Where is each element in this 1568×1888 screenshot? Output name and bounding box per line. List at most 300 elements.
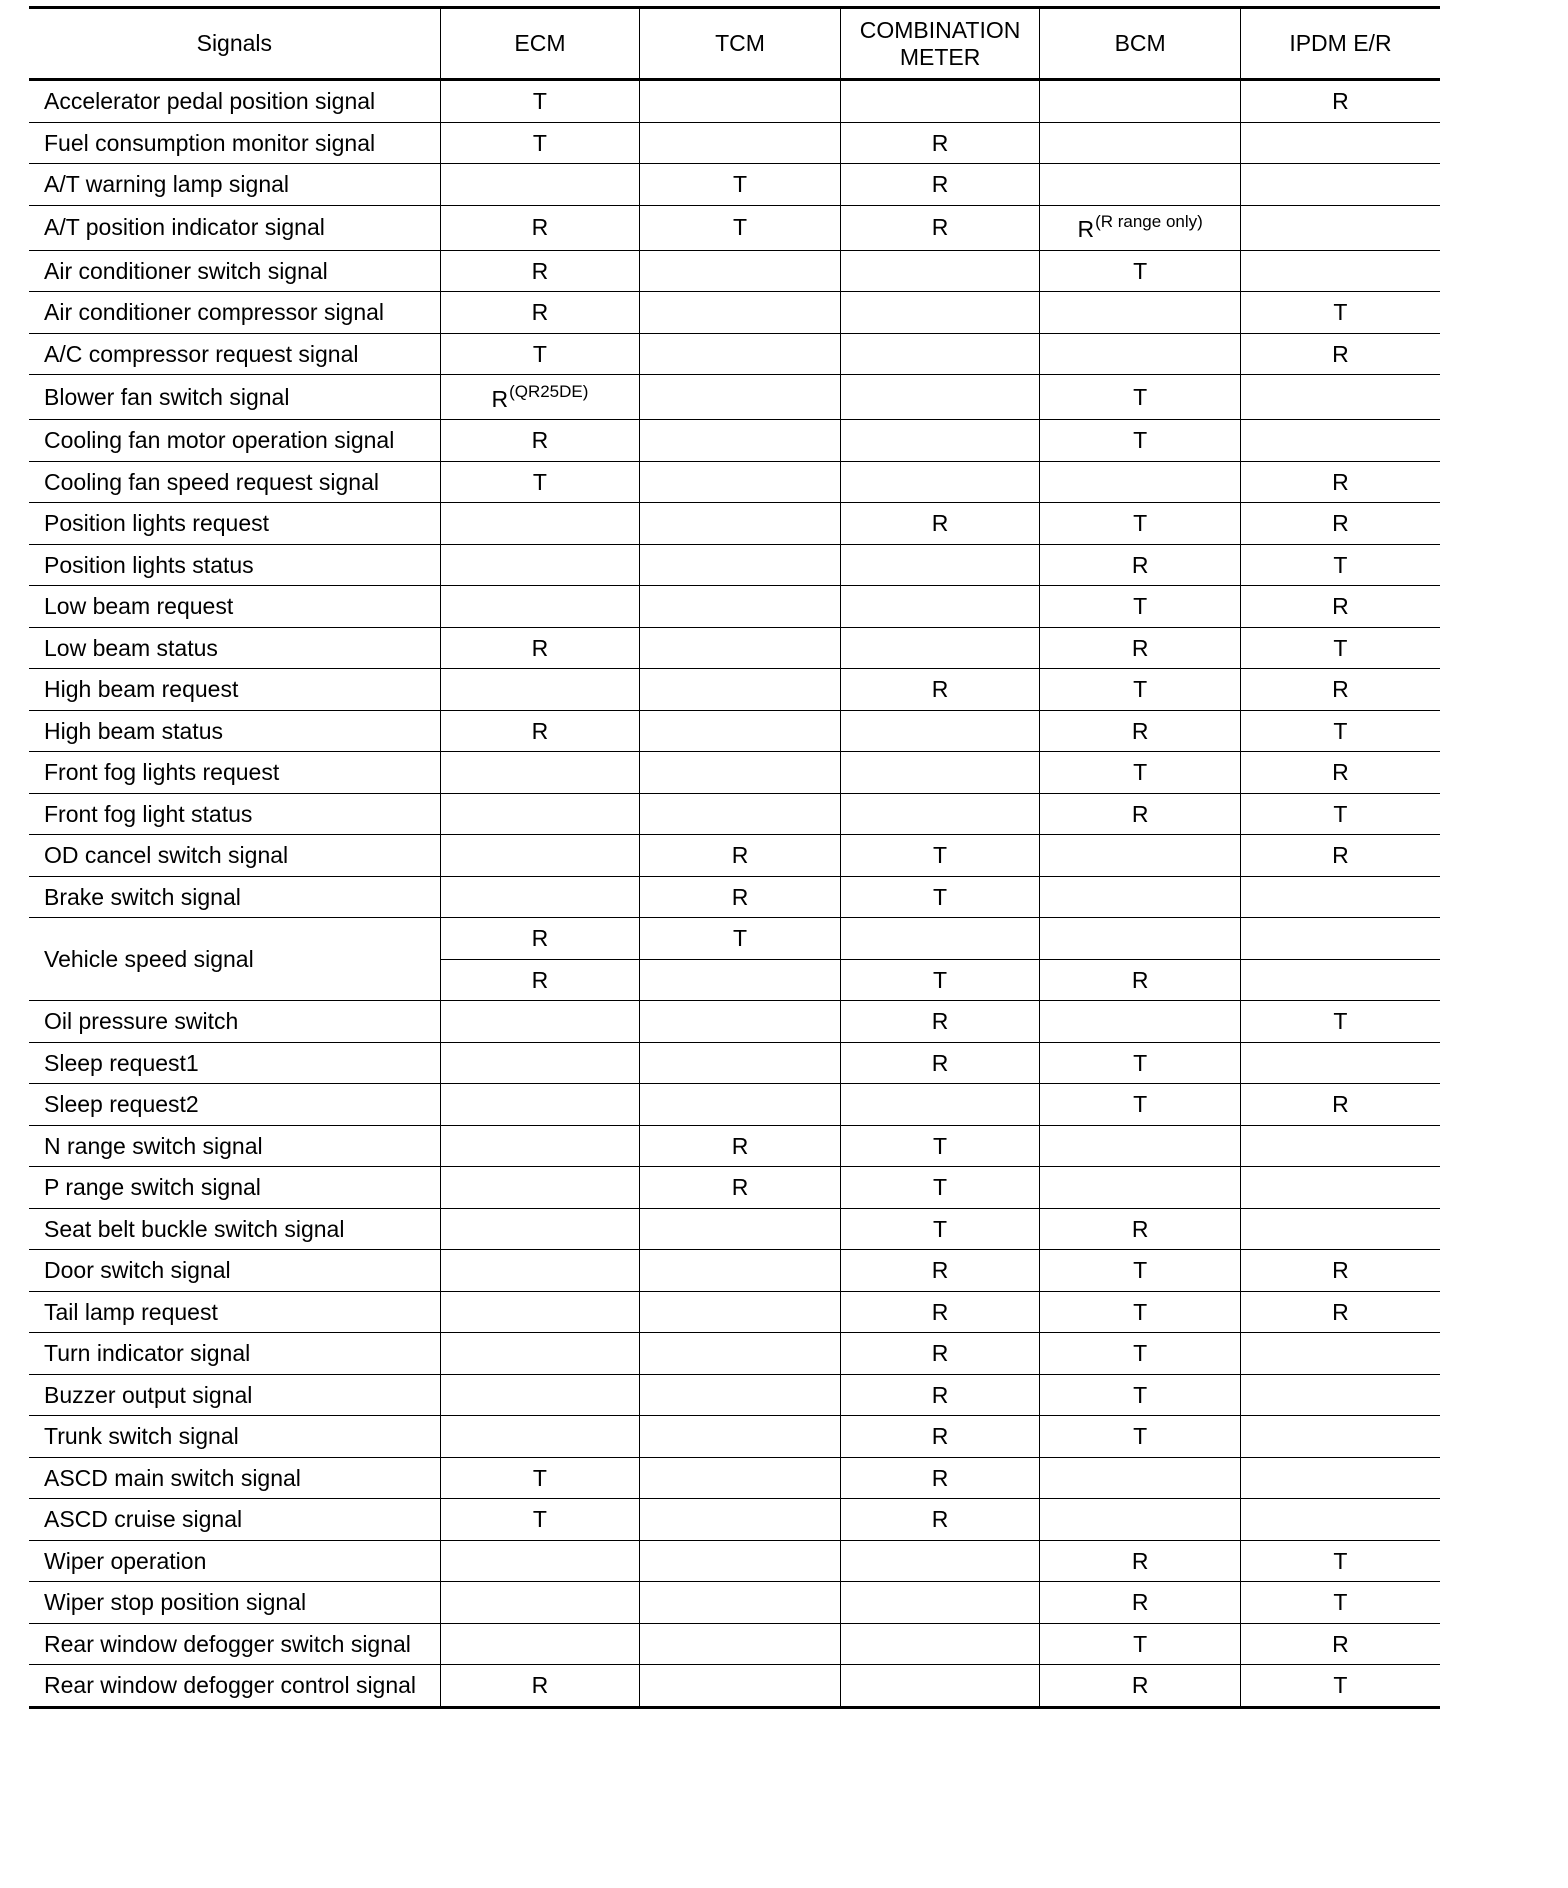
role-cell <box>1040 205 1241 250</box>
table-row <box>29 292 1440 334</box>
role-value: T <box>933 1174 948 1201</box>
role-cell <box>440 1291 640 1333</box>
role-value: R <box>531 634 549 661</box>
role-cell <box>1240 205 1440 250</box>
role-cell <box>440 627 640 669</box>
role-value: T <box>732 925 748 952</box>
role-cell <box>640 1333 841 1375</box>
role-cell <box>840 1001 1040 1043</box>
role-cell <box>640 1208 841 1250</box>
role-value: R <box>531 214 549 241</box>
role-value: R <box>1332 1630 1349 1657</box>
signal-name-cell: Position lights status <box>29 544 440 586</box>
role-cell <box>1240 710 1440 752</box>
role-value: R <box>1332 468 1349 495</box>
role-cell <box>1240 752 1440 794</box>
role-value: R <box>1332 88 1349 115</box>
role-cell <box>640 292 841 334</box>
role-value: R <box>531 1672 549 1699</box>
role-value: T <box>532 129 547 156</box>
table-row <box>29 80 1440 123</box>
role-cell <box>440 461 640 503</box>
role-cell <box>840 1374 1040 1416</box>
role-cell <box>840 1457 1040 1499</box>
table-row <box>29 627 1440 669</box>
role-cell <box>1040 333 1241 375</box>
table-row <box>29 1125 1440 1167</box>
role-cell <box>1040 250 1241 292</box>
role-cell <box>440 959 640 1001</box>
role-value: R <box>1131 551 1149 578</box>
signal-name-cell: ASCD cruise signal <box>29 1499 440 1541</box>
role-cell <box>440 1374 640 1416</box>
table-row <box>29 1499 1440 1541</box>
table-row <box>29 1540 1440 1582</box>
role-cell <box>1240 793 1440 835</box>
role-value: R <box>531 299 549 326</box>
table-row <box>29 1665 1440 1708</box>
role-cell <box>1040 1167 1241 1209</box>
role-cell <box>840 752 1040 794</box>
role-value: T <box>1333 800 1348 827</box>
role-cell <box>440 1540 640 1582</box>
role-cell <box>1240 544 1440 586</box>
role-value: R <box>931 129 949 156</box>
role-cell <box>840 292 1040 334</box>
role-value: R <box>1332 1298 1349 1325</box>
role-cell <box>640 669 841 711</box>
role-cell <box>1240 669 1440 711</box>
role-cell <box>840 420 1040 462</box>
role-value: T <box>1133 1049 1148 1076</box>
role-value: T <box>1133 1298 1148 1325</box>
role-cell <box>1240 586 1440 628</box>
role-cell <box>440 1042 640 1084</box>
role-value: T <box>532 1506 547 1533</box>
role-value: R <box>1131 1589 1149 1616</box>
can-signal-table <box>29 6 1440 1709</box>
signal-name-cell: Sleep request2 <box>29 1084 440 1126</box>
role-value: R <box>931 1381 949 1408</box>
table-row <box>29 544 1440 586</box>
role-value: R <box>1131 1672 1149 1699</box>
table-row <box>29 752 1440 794</box>
role-cell <box>440 586 640 628</box>
table-row <box>29 503 1440 545</box>
role-value: R <box>1332 510 1349 537</box>
role-cell <box>640 1582 841 1624</box>
role-cell <box>1040 375 1241 420</box>
table-row <box>29 1001 1440 1043</box>
signal-name-cell: A/C compressor request signal <box>29 333 440 375</box>
role-value: R <box>1332 1091 1349 1118</box>
table-row <box>29 1416 1440 1458</box>
role-cell <box>440 1001 640 1043</box>
role-cell <box>440 918 640 960</box>
role-cell <box>1040 420 1241 462</box>
role-cell <box>640 333 841 375</box>
role-cell <box>640 1623 841 1665</box>
role-cell <box>1240 1374 1440 1416</box>
role-cell <box>1240 122 1440 164</box>
role-cell <box>1040 918 1241 960</box>
role-cell <box>840 1623 1040 1665</box>
table-row <box>29 1250 1440 1292</box>
role-cell <box>840 793 1040 835</box>
role-value: T <box>1333 1589 1348 1616</box>
role-cell <box>1040 544 1241 586</box>
role-cell <box>640 375 841 420</box>
role-cell <box>1240 1042 1440 1084</box>
header-combination-meter: COMBINATION METER <box>840 8 1040 80</box>
role-cell <box>440 1623 640 1665</box>
signal-name-cell: Buzzer output signal <box>29 1374 440 1416</box>
role-cell <box>440 333 640 375</box>
role-cell <box>640 420 841 462</box>
table-row <box>29 1042 1440 1084</box>
role-cell <box>1040 1665 1241 1708</box>
table-row <box>29 793 1440 835</box>
role-cell <box>840 876 1040 918</box>
signal-name-cell: P range switch signal <box>29 1167 440 1209</box>
role-cell <box>440 1167 640 1209</box>
role-cell <box>640 1457 841 1499</box>
role-value: R <box>531 925 549 952</box>
signal-name-cell: Tail lamp request <box>29 1291 440 1333</box>
role-cell <box>840 918 1040 960</box>
role-cell <box>640 1540 841 1582</box>
role-cell <box>1240 876 1440 918</box>
role-cell <box>640 1374 841 1416</box>
signal-name-cell: Oil pressure switch <box>29 1001 440 1043</box>
role-cell <box>840 627 1040 669</box>
role-cell <box>840 544 1040 586</box>
role-cell <box>640 1416 841 1458</box>
role-cell <box>640 1291 841 1333</box>
role-cell <box>1240 1084 1440 1126</box>
role-cell <box>840 959 1040 1001</box>
role-cell <box>440 420 640 462</box>
role-value: R <box>531 427 549 454</box>
role-cell <box>440 1250 640 1292</box>
role-cell <box>1040 80 1241 123</box>
role-cell <box>640 503 841 545</box>
role-cell <box>440 1582 640 1624</box>
role-value: R <box>1332 1257 1349 1284</box>
signal-name-cell: Low beam status <box>29 627 440 669</box>
role-cell <box>1040 164 1241 206</box>
role-cell <box>1040 586 1241 628</box>
role-note: (QR25DE) <box>509 381 589 401</box>
table-body <box>29 80 1440 1708</box>
signal-name-cell: Front fog light status <box>29 793 440 835</box>
role-cell <box>1240 1333 1440 1375</box>
role-value: R <box>1131 1547 1149 1574</box>
role-value: T <box>532 88 547 115</box>
role-value: T <box>1333 1008 1348 1035</box>
table-row <box>29 586 1440 628</box>
header-signals: Signals <box>29 8 440 80</box>
role-value: R <box>931 1257 949 1284</box>
header-bcm: BCM <box>1040 8 1241 80</box>
role-cell <box>640 1042 841 1084</box>
role-value: R <box>931 171 949 198</box>
role-cell <box>840 586 1040 628</box>
role-value: R <box>931 1423 949 1450</box>
role-value: R <box>1131 1215 1149 1242</box>
signal-name-cell: Air conditioner switch signal <box>29 250 440 292</box>
role-cell <box>840 1665 1040 1708</box>
role-cell <box>840 333 1040 375</box>
role-value: R <box>1131 966 1149 993</box>
role-value: R <box>531 717 549 744</box>
table-row <box>29 1457 1440 1499</box>
signal-name-cell: Wiper stop position signal <box>29 1582 440 1624</box>
role-value: R <box>931 1049 949 1076</box>
role-cell <box>1040 1499 1241 1541</box>
role-value: T <box>933 842 948 869</box>
role-value: T <box>1133 257 1148 284</box>
role-cell <box>840 1291 1040 1333</box>
table-row <box>29 710 1440 752</box>
role-value: T <box>1133 593 1148 620</box>
role-cell <box>840 669 1040 711</box>
table-row <box>29 1374 1440 1416</box>
header-ecm: ECM <box>440 8 640 80</box>
header-ipdm-er: IPDM E/R <box>1240 8 1440 80</box>
role-cell <box>440 752 640 794</box>
role-value: R <box>491 385 509 412</box>
role-value: T <box>1133 427 1148 454</box>
role-value: T <box>732 214 748 241</box>
role-cell <box>1040 1333 1241 1375</box>
role-cell <box>840 1540 1040 1582</box>
role-cell <box>1240 1001 1440 1043</box>
role-cell <box>640 1084 841 1126</box>
role-cell <box>840 205 1040 250</box>
role-cell <box>440 669 640 711</box>
role-cell <box>1240 292 1440 334</box>
role-cell <box>1240 627 1440 669</box>
role-value: T <box>1133 1381 1148 1408</box>
role-cell <box>1040 752 1241 794</box>
role-value: R <box>931 510 949 537</box>
role-cell <box>1240 420 1440 462</box>
signal-name-cell: ASCD main switch signal <box>29 1457 440 1499</box>
role-cell <box>440 1125 640 1167</box>
role-cell <box>640 1250 841 1292</box>
role-value: R <box>931 1464 949 1491</box>
role-cell <box>1240 959 1440 1001</box>
role-cell <box>840 1042 1040 1084</box>
role-cell <box>840 1582 1040 1624</box>
role-cell <box>640 1125 841 1167</box>
role-value: R <box>731 1132 749 1159</box>
role-cell <box>1240 250 1440 292</box>
table-row <box>29 205 1440 250</box>
signal-name-cell: Position lights request <box>29 503 440 545</box>
role-cell <box>440 292 640 334</box>
signal-name-cell: Seat belt buckle switch signal <box>29 1208 440 1250</box>
signal-name-cell: Front fog lights request <box>29 752 440 794</box>
role-value: T <box>933 1132 948 1159</box>
role-cell <box>1040 1416 1241 1458</box>
table-row <box>29 1333 1440 1375</box>
role-cell <box>440 250 640 292</box>
table-row <box>29 122 1440 164</box>
role-value: R <box>931 214 949 241</box>
role-cell <box>1040 959 1241 1001</box>
role-cell <box>440 710 640 752</box>
signal-name-cell: High beam status <box>29 710 440 752</box>
role-cell <box>1040 1540 1241 1582</box>
table-row <box>29 375 1440 420</box>
header-row <box>29 8 1440 80</box>
role-value: T <box>933 966 948 993</box>
header-tcm: TCM <box>640 8 841 80</box>
role-cell <box>640 752 841 794</box>
role-cell <box>1040 627 1241 669</box>
role-cell <box>1240 1250 1440 1292</box>
role-cell <box>640 835 841 877</box>
signal-name-cell: Fuel consumption monitor signal <box>29 122 440 164</box>
role-value: R <box>931 1340 949 1367</box>
role-cell <box>440 122 640 164</box>
role-cell <box>840 122 1040 164</box>
role-cell <box>1040 461 1241 503</box>
role-cell <box>840 835 1040 877</box>
role-value: R <box>931 676 949 703</box>
signal-name-cell: Rear window defogger control signal <box>29 1665 440 1708</box>
table-row <box>29 835 1440 877</box>
role-cell <box>1240 1457 1440 1499</box>
role-value: R <box>731 842 749 869</box>
role-value: T <box>933 883 948 910</box>
role-cell <box>840 1208 1040 1250</box>
role-cell <box>440 1665 640 1708</box>
role-cell <box>640 250 841 292</box>
table-row <box>29 918 1440 960</box>
role-cell <box>640 164 841 206</box>
role-value: R <box>1332 676 1349 703</box>
role-cell <box>1240 461 1440 503</box>
role-cell <box>1040 503 1241 545</box>
role-cell <box>840 250 1040 292</box>
table-row <box>29 1208 1440 1250</box>
role-cell <box>640 205 841 250</box>
role-cell <box>1240 918 1440 960</box>
role-value: R <box>531 257 549 284</box>
role-cell <box>1240 1291 1440 1333</box>
role-cell <box>1040 1125 1241 1167</box>
role-cell <box>640 1167 841 1209</box>
role-value: T <box>532 340 547 367</box>
role-cell <box>1040 1001 1241 1043</box>
table-header <box>29 8 1440 80</box>
role-cell <box>1040 1582 1241 1624</box>
role-cell <box>640 959 841 1001</box>
role-cell <box>1040 122 1241 164</box>
role-cell <box>840 1250 1040 1292</box>
role-cell <box>1040 835 1241 877</box>
role-cell <box>1040 1457 1241 1499</box>
role-value: T <box>1333 1547 1348 1574</box>
role-value: T <box>1133 1423 1148 1450</box>
role-cell <box>640 627 841 669</box>
role-value: T <box>532 1464 547 1491</box>
role-cell <box>840 1499 1040 1541</box>
role-cell <box>640 122 841 164</box>
role-cell <box>440 793 640 835</box>
role-value: T <box>1133 1091 1148 1118</box>
role-cell <box>840 503 1040 545</box>
role-cell <box>1040 1250 1241 1292</box>
role-cell <box>440 1416 640 1458</box>
role-note: (R range only) <box>1095 212 1203 232</box>
role-cell <box>440 1457 640 1499</box>
role-cell <box>440 375 640 420</box>
role-cell <box>1040 292 1241 334</box>
role-value: R <box>1131 634 1149 661</box>
signal-name-cell: Door switch signal <box>29 1250 440 1292</box>
signal-name-cell: Sleep request1 <box>29 1042 440 1084</box>
role-value: T <box>1333 717 1348 744</box>
role-value: T <box>1333 551 1348 578</box>
signal-name-cell: Turn indicator signal <box>29 1333 440 1375</box>
role-cell <box>1240 80 1440 123</box>
table-row <box>29 876 1440 918</box>
role-cell <box>840 1333 1040 1375</box>
table-row <box>29 333 1440 375</box>
role-cell <box>1040 1374 1241 1416</box>
role-cell <box>840 1416 1040 1458</box>
signal-name-cell: Accelerator pedal position signal <box>29 80 440 123</box>
role-cell <box>640 710 841 752</box>
signal-name-cell: Cooling fan motor operation signal <box>29 420 440 462</box>
role-cell <box>440 164 640 206</box>
signal-name-cell: Vehicle speed signal <box>29 918 440 1001</box>
role-value: T <box>1333 1672 1348 1699</box>
signal-name-cell: Wiper operation <box>29 1540 440 1582</box>
role-value: T <box>1133 510 1148 537</box>
table-row <box>29 1582 1440 1624</box>
role-cell <box>640 1001 841 1043</box>
role-cell <box>640 876 841 918</box>
signal-name-cell: Low beam request <box>29 586 440 628</box>
signal-name-cell: Trunk switch signal <box>29 1416 440 1458</box>
role-value: R <box>1332 593 1349 620</box>
role-cell <box>1240 1665 1440 1708</box>
signal-name-cell: N range switch signal <box>29 1125 440 1167</box>
signal-name-cell: Rear window defogger switch signal <box>29 1623 440 1665</box>
role-value: T <box>1133 759 1148 786</box>
signal-name-cell: Cooling fan speed request signal <box>29 461 440 503</box>
table-row <box>29 1167 1440 1209</box>
table-row <box>29 461 1440 503</box>
role-value: T <box>1333 299 1348 326</box>
role-value: T <box>1133 1340 1148 1367</box>
signal-name-cell: A/T warning lamp signal <box>29 164 440 206</box>
role-cell <box>1040 1291 1241 1333</box>
table-row <box>29 250 1440 292</box>
role-cell <box>840 375 1040 420</box>
role-cell <box>1240 1167 1440 1209</box>
role-cell <box>1240 1582 1440 1624</box>
role-cell <box>1040 876 1241 918</box>
role-cell <box>1240 1540 1440 1582</box>
role-cell <box>440 1084 640 1126</box>
role-cell <box>440 835 640 877</box>
